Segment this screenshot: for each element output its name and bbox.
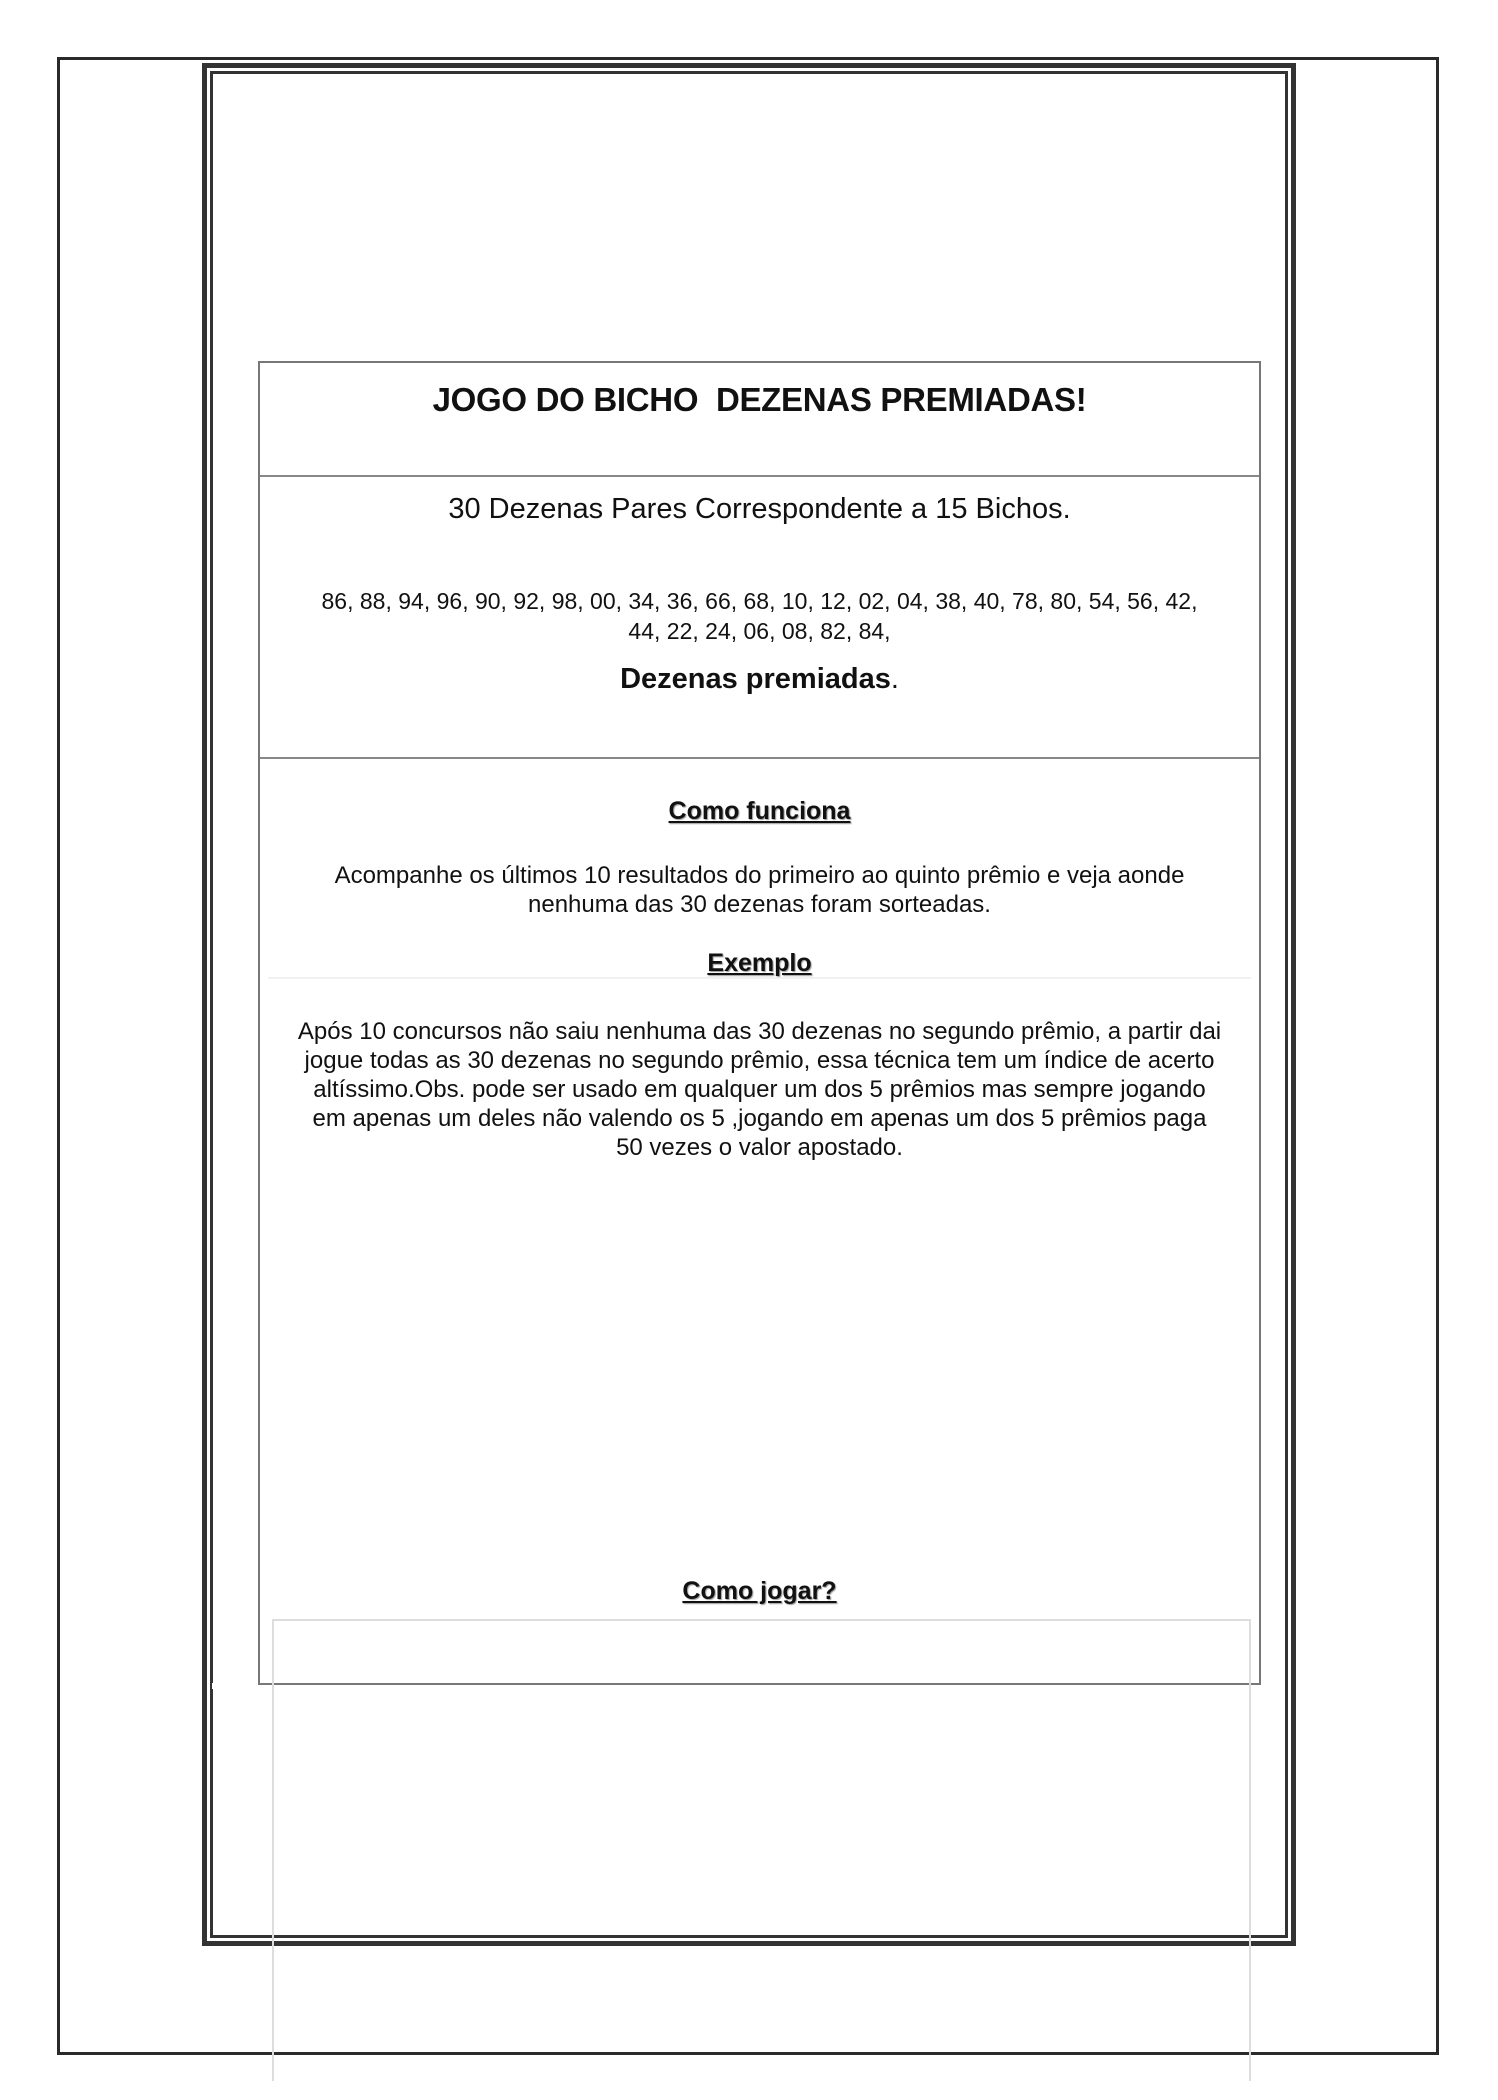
embedded-content-box [272, 1619, 1251, 2081]
como-jogar-heading: Como jogar? [682, 1577, 837, 1605]
content-table [258, 361, 1261, 1685]
paragraph-line: em apenas um deles não valendo os 5 ,jogando em apenas um dos 5 prêmios paga [312, 1105, 1207, 1132]
paragraph-line: 50 vezes o valor apostado. [616, 1134, 903, 1161]
paragraph-line: jogue todas as 30 dezenas no segundo prêmio, essa técnica tem um índice de acerto [304, 1047, 1215, 1074]
paragraph-line: nenhuma das 30 dezenas foram sorteadas. [528, 891, 991, 918]
exemplo-heading: Exemplo [707, 949, 812, 977]
como-funciona-text [274, 861, 1245, 919]
subtitle: 30 Dezenas Pares Correspondente a 15 Bichos. [448, 493, 1071, 525]
page-title: JOGO DO BICHO DEZENAS PREMIADAS! [432, 381, 1087, 418]
numbers-row [260, 477, 1259, 759]
number-list [274, 586, 1245, 646]
prize-suffix: . [890, 663, 899, 695]
title-row [260, 363, 1259, 477]
exemplo-text [274, 1017, 1245, 1162]
prize-label: Dezenas premiadas [620, 663, 891, 695]
instructions-row [260, 759, 1259, 1685]
number-list-line: 86, 88, 94, 96, 90, 92, 98, 00, 34, 36, 66, 68, 10, 12, 02, 04, 38, 40, 78, 80, 54, 56, 42, [321, 588, 1198, 614]
paragraph-line: Após 10 concursos não saiu nenhuma das 30 dezenas no segundo prêmio, a partir dai [297, 1018, 1222, 1045]
number-list-line: 44, 22, 24, 06, 08, 82, 84, [628, 618, 891, 644]
divider [212, 1683, 258, 1689]
paragraph-line: Acompanhe os últimos 10 resultados do primeiro ao quinto prêmio e veja aonde [334, 862, 1185, 889]
como-funciona-heading: Como funciona [668, 797, 851, 825]
prize-caption [260, 663, 1259, 696]
paragraph-line: altíssimo.Obs. pode ser usado em qualquer um dos 5 prêmios mas sempre jogando [313, 1076, 1206, 1103]
